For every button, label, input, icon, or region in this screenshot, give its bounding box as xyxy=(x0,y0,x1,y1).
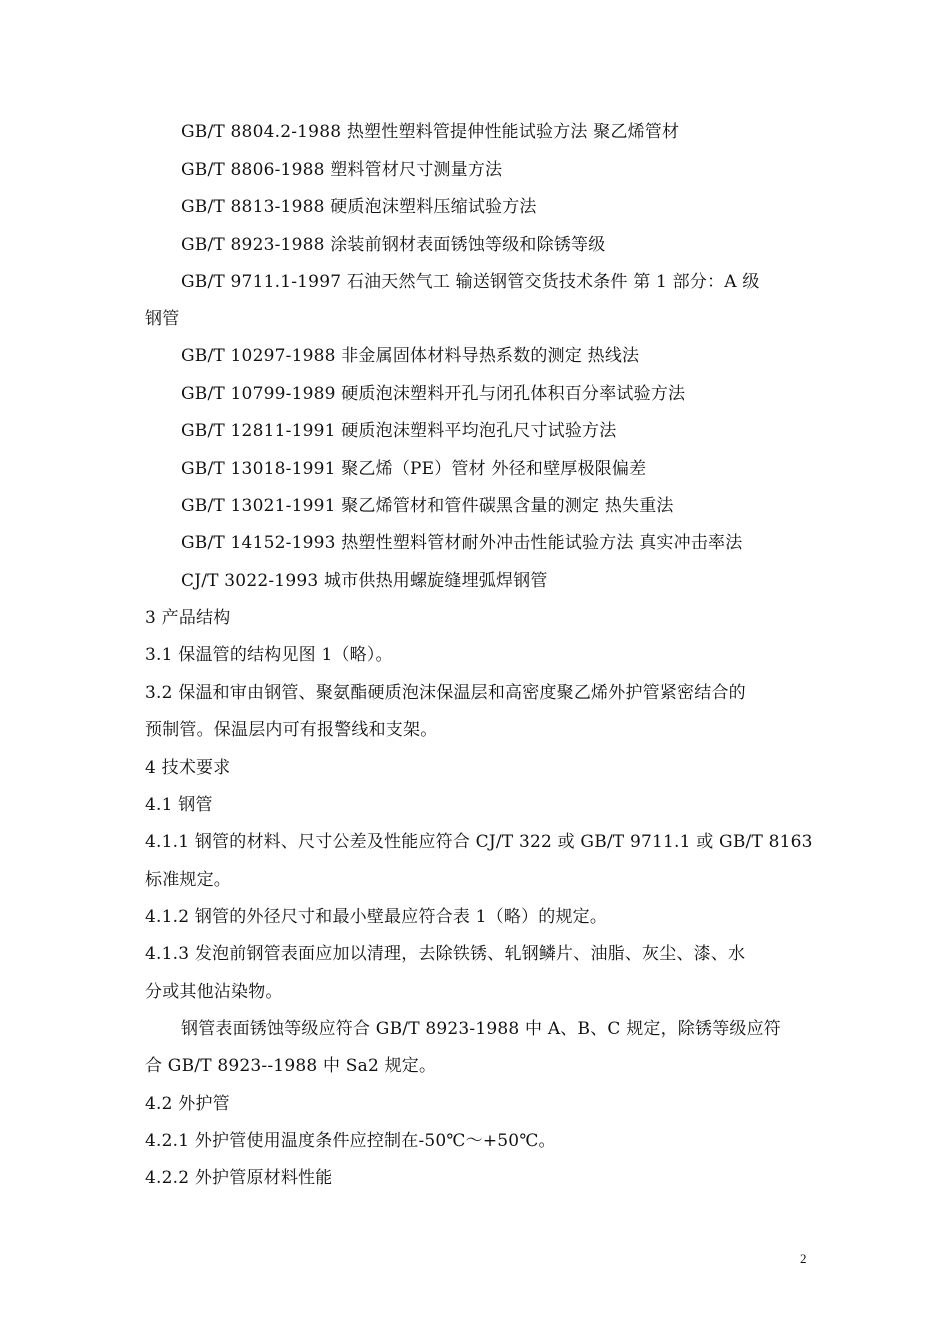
paragraph-line: 4.2.1 外护管使用温度条件应控制在-50℃～+50℃。 xyxy=(145,1131,556,1151)
reference-line: GB/T 8923-1988 涂装前钢材表面锈蚀等级和除锈等级 xyxy=(181,235,606,255)
paragraph-line: 3.2 保温和审由钢管、聚氨酯硬质泡沫保温层和高密度聚乙烯外护管紧密结合的 xyxy=(145,683,746,703)
paragraph-line: 4.2.2 外护管原材料性能 xyxy=(145,1168,333,1188)
paragraph-line: 分或其他沾染物。 xyxy=(145,982,283,1002)
reference-line: GB/T 8813-1988 硬质泡沫塑料压缩试验方法 xyxy=(181,197,537,217)
section-heading: 3 产品结构 xyxy=(145,608,231,628)
reference-line: GB/T 8806-1988 塑料管材尺寸测量方法 xyxy=(181,160,503,180)
reference-line: GB/T 8804.2-1988 热塑性塑料管提伸性能试验方法 聚乙烯管材 xyxy=(181,122,680,142)
reference-line: GB/T 10799-1989 硬质泡沫塑料开孔与闭孔体积百分率试验方法 xyxy=(181,384,686,404)
paragraph-line: 预制管。保温层内可有报警线和支架。 xyxy=(145,720,438,740)
paragraph-line: 4.1.2 钢管的外径尺寸和最小壁最应符合表 1（略）的规定。 xyxy=(145,907,608,927)
reference-line: GB/T 9711.1-1997 石油天然气工 输送钢管交货技术条件 第 1 部分：A 级 xyxy=(181,272,760,292)
reference-line: GB/T 12811-1991 硬质泡沫塑料平均泡孔尺寸试验方法 xyxy=(181,421,617,441)
section-heading: 4 技术要求 xyxy=(145,758,231,778)
paragraph-line: 合 GB/T 8923--1988 中 Sa2 规定。 xyxy=(145,1056,437,1076)
paragraph-line: 4.1.3 发泡前钢管表面应加以清理，去除铁锈、轧钢鳞片、油脂、灰尘、漆、水 xyxy=(145,944,746,964)
page-number: 2 xyxy=(800,1251,807,1266)
paragraph-line: 标准规定。 xyxy=(145,870,231,890)
reference-line: GB/T 13021-1991 聚乙烯管材和管件碳黑含量的测定 热失重法 xyxy=(181,496,674,516)
reference-line: GB/T 13018-1991 聚乙烯（PE）管材 外径和壁厚极限偏差 xyxy=(181,459,647,479)
reference-line: GB/T 10297-1988 非金属固体材料导热系数的测定 热线法 xyxy=(181,346,640,366)
subsection-heading: 4.2 外护管 xyxy=(145,1094,230,1114)
paragraph-line: 钢管表面锈蚀等级应符合 GB/T 8923-1988 中 A、B、C 规定，除锈等级应符 xyxy=(181,1019,782,1039)
reference-line: GB/T 14152-1993 热塑性塑料管材耐外冲击性能试验方法 真实冲击率法 xyxy=(181,533,743,553)
paragraph-line: 4.1.1 钢管的材料、尺寸公差及性能应符合 CJ/T 322 或 GB/T 9711.1 或 GB/T 8163 xyxy=(145,832,813,852)
subsection-heading: 4.1 钢管 xyxy=(145,795,213,815)
reference-line-continuation: 钢管 xyxy=(145,309,180,329)
paragraph-line: 3.1 保温管的结构见图 1（略）。 xyxy=(145,645,393,665)
reference-line: CJ/T 3022-1993 城市供热用螺旋缝埋弧焊钢管 xyxy=(181,571,548,591)
